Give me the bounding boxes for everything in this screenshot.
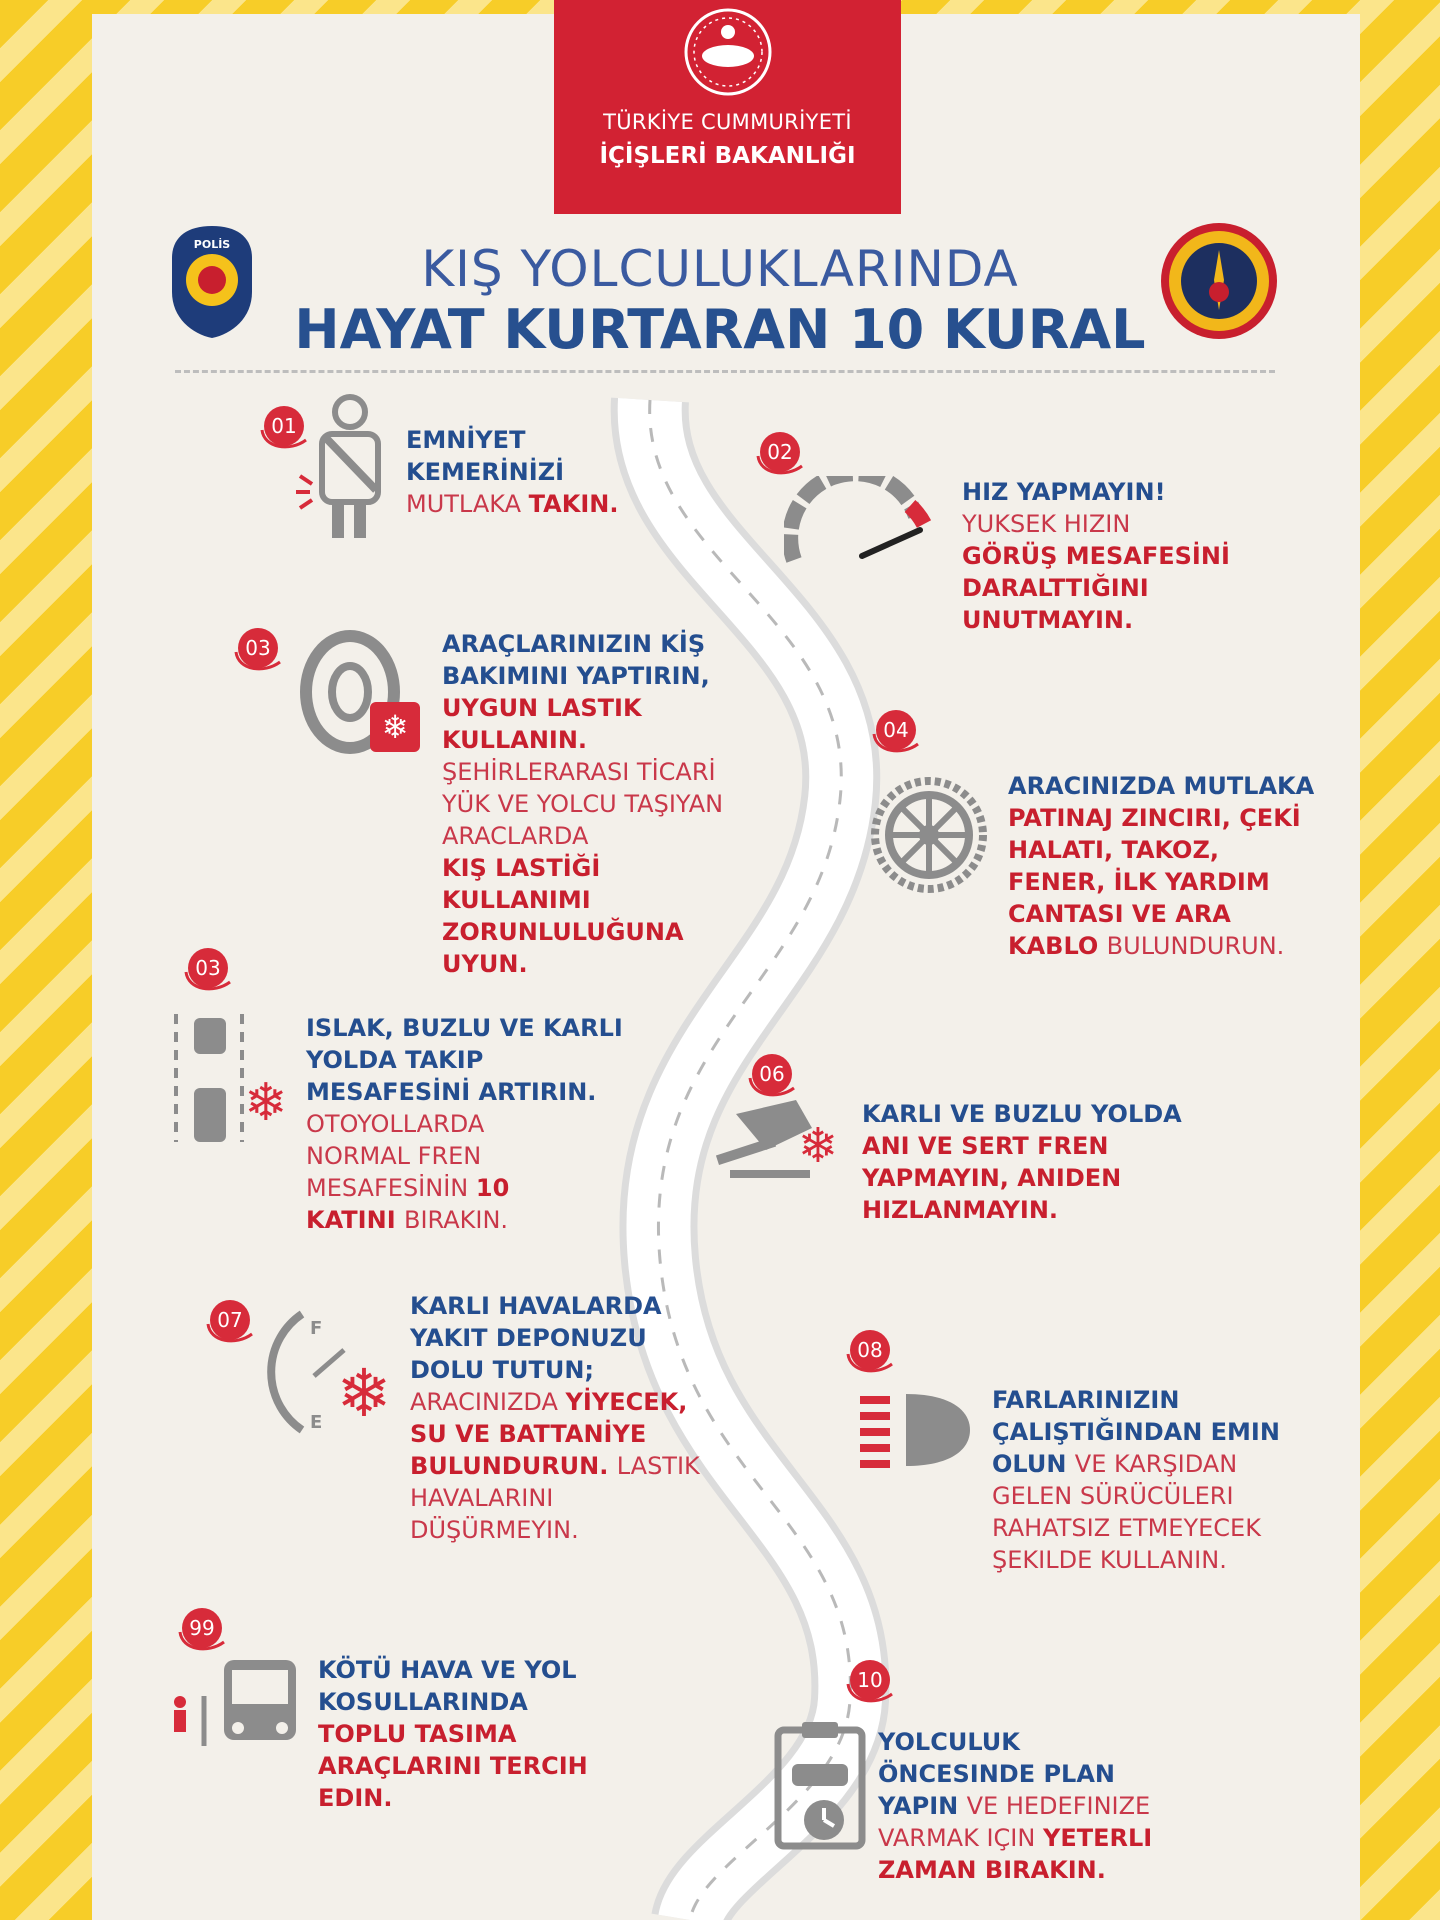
rule-text-line: [442, 852, 723, 884]
rule-text-segment: ISLAK, BUZLU VE KARLI: [306, 1014, 623, 1042]
speedometer-icon: [784, 476, 934, 566]
rule-text-segment: KOSULLARINDA: [318, 1688, 528, 1716]
rule-text-segment: ARAÇLARINI TERCIH: [318, 1752, 588, 1780]
rule-text-line: [878, 1758, 1152, 1790]
rule-text-segment: KULLANIMI: [442, 886, 591, 914]
rule-text-line: [406, 456, 618, 488]
rule-01-text: [406, 424, 618, 520]
rule-text-segment: ZAMAN BIRAKIN.: [878, 1856, 1106, 1884]
rule-text-segment: BULUNDURUN.: [410, 1452, 617, 1480]
rule-number-badge: [172, 1604, 244, 1664]
rule-text-line: [878, 1854, 1152, 1886]
rule-text-line: [306, 1172, 623, 1204]
rule-text-segment: YOLDA: [306, 1046, 406, 1074]
rule-text-segment: ŞEKILDE KULLANIN.: [992, 1546, 1227, 1574]
rule-text-segment: HIZ YAPMAYIN!: [962, 478, 1166, 506]
rule-text-line: [992, 1448, 1280, 1480]
rule-text-line: [306, 1140, 623, 1172]
rule-text-segment: LASTIK: [616, 1452, 700, 1480]
rule-text-line: [406, 488, 618, 520]
rule-text-line: [306, 1204, 623, 1236]
rule-text-line: [410, 1450, 700, 1482]
rule-text-line: [318, 1654, 588, 1686]
rule-10-text: [878, 1726, 1152, 1886]
rule-text-segment: ÇALIŞTIĞINDAN EMIN: [992, 1418, 1280, 1446]
rule-text-line: [318, 1782, 588, 1814]
rule-number-text: 01: [271, 414, 297, 438]
rule-text-line: [442, 948, 723, 980]
rule-05-text: [306, 1012, 623, 1236]
rule-text-segment: EMNİYET: [406, 426, 526, 454]
snow-chain-icon: [870, 776, 988, 894]
rule-number-text: 06: [759, 1062, 785, 1086]
header-line2: İÇİŞLERİ BAKANLIĞI: [599, 143, 856, 169]
rule-text-segment: KIŞ LASTİĞİ: [442, 854, 601, 882]
rule-text-segment: ARACINIZDA: [410, 1388, 566, 1416]
rule-text-segment: DARALTTIĞINI: [962, 574, 1149, 602]
rule-text-line: [862, 1130, 1182, 1162]
rule-text-segment: YİYECEK,: [565, 1388, 688, 1416]
rule-text-line: [410, 1482, 700, 1514]
rule-text-line: [410, 1514, 700, 1546]
rule-number-text: 03: [195, 956, 221, 980]
rule-text-segment: RAHATSIZ ETMEYECEK: [992, 1514, 1261, 1542]
headlight-icon: [860, 1390, 972, 1468]
rule-text-segment: KULLANIN.: [442, 726, 588, 754]
rule-text-segment: DÜŞÜRMEYIN.: [410, 1516, 579, 1544]
rule-text-line: [318, 1750, 588, 1782]
svg-text:❄: ❄: [244, 1073, 288, 1133]
rule-text-line: [442, 788, 723, 820]
rule-02-text: [962, 476, 1230, 636]
rule-text-segment: VE HEDEFINIZE: [966, 1792, 1151, 1820]
svg-text:F: F: [310, 1318, 323, 1339]
rule-text-line: [306, 1044, 623, 1076]
rule-text-segment: YAPMAYIN, ANIDEN: [862, 1164, 1122, 1192]
rule-text-segment: TOPLU TASIMA: [318, 1720, 517, 1748]
rule-text-line: [442, 884, 723, 916]
rule-text-segment: ARAÇLARINIZIN KİŞ: [442, 630, 706, 658]
rule-number-text: 04: [883, 718, 909, 742]
rule-text-line: [862, 1194, 1182, 1226]
rule-text-line: [1008, 866, 1314, 898]
rule-text-line: [442, 916, 723, 948]
rule-04-text: [1008, 770, 1314, 962]
rule-text-segment: BULUNDURUN.: [1106, 932, 1285, 960]
rule-text-segment: FENER, İLK YARDIM: [1008, 868, 1270, 896]
rule-text-segment: YAPIN: [878, 1792, 967, 1820]
rule-text-segment: ZORUNLULUĞUNA: [442, 918, 684, 946]
title-divider: [175, 370, 1275, 373]
rule-text-line: [862, 1162, 1182, 1194]
title-line2: HAYAT KURTARAN 10 KURAL: [294, 298, 1146, 361]
rule-text-line: [318, 1686, 588, 1718]
rule-text-segment: YÜK VE YOLCU TAŞIYAN: [442, 790, 724, 818]
rule-text-line: [442, 660, 723, 692]
svg-text:❄: ❄: [336, 1355, 392, 1432]
rule-text-line: [306, 1012, 623, 1044]
rule-text-segment: YAKIT DEPONUZU: [410, 1324, 647, 1352]
rule-text-line: [410, 1386, 700, 1418]
rule-text-line: [992, 1512, 1280, 1544]
rule-text-segment: KÖTÜ HAVA VE YOL: [318, 1656, 577, 1684]
rule-text-segment: PATINAJ ZINCIRI, ÇEKİ: [1008, 804, 1301, 832]
rule-text-segment: KEMERİNİZİ: [406, 458, 565, 486]
rule-number-text: 03: [245, 636, 271, 660]
rule-text-segment: OLUN: [992, 1450, 1075, 1478]
tire-icon: [298, 630, 426, 760]
rule-text-segment: UYGUN LASTIK: [442, 694, 642, 722]
rule-text-segment: VE KARŞIDAN: [1074, 1450, 1238, 1478]
rule-number-text: 07: [217, 1308, 243, 1332]
title-line1: KIŞ YOLCULUKLARINDA: [421, 240, 1019, 298]
rule-text-line: [410, 1418, 700, 1450]
trip-plan-icon: [774, 1720, 872, 1850]
rule-text-segment: TAKIN.: [528, 490, 619, 518]
svg-text:❄: ❄: [381, 708, 409, 746]
rule-text-segment: ANI VE SERT FREN: [862, 1132, 1109, 1160]
rule-text-segment: YETERLI: [1042, 1824, 1153, 1852]
rule-text-segment: DOLU TUTUN;: [410, 1356, 595, 1384]
rule-text-line: [442, 628, 723, 660]
ministry-header: [554, 0, 901, 214]
rule-text-line: [962, 572, 1230, 604]
rule-text-line: [306, 1108, 623, 1140]
rule-text-segment: BAKIMINI YAPTIRIN,: [442, 662, 710, 690]
svg-text:❄: ❄: [797, 1118, 839, 1174]
rule-text-line: [1008, 898, 1314, 930]
seatbelt-icon: [292, 392, 396, 542]
rule-text-segment: SU VE BATTANİYE: [410, 1420, 647, 1448]
rule-number-badge: [228, 624, 300, 684]
rule-03-text: [442, 628, 723, 980]
rule-text-segment: HIZLANMAYIN.: [862, 1196, 1059, 1224]
rule-text-segment: ÖNCESINDE PLAN: [878, 1760, 1116, 1788]
rule-text-segment: BIRAKIN.: [403, 1206, 509, 1234]
rule-text-line: [1008, 802, 1314, 834]
header-line1: TÜRKİYE CUMMURİYETİ: [603, 110, 852, 134]
rule-text-line: [878, 1822, 1152, 1854]
rule-06-text: [862, 1098, 1182, 1226]
svg-text:E: E: [310, 1412, 323, 1433]
rule-number-text: 99: [189, 1616, 215, 1640]
ministry-emblem-icon: [664, 6, 792, 98]
rule-number-badge: [866, 706, 938, 766]
rule-07-text: [410, 1290, 700, 1546]
bus-icon: [168, 1656, 298, 1748]
rule-number-badge: [840, 1326, 912, 1386]
rule-text-segment: YOLCULUK: [878, 1728, 1020, 1756]
rule-08-text: [992, 1384, 1280, 1576]
rule-text-segment: FARLARINIZIN: [992, 1386, 1180, 1414]
rule-text-line: [410, 1322, 700, 1354]
rule-text-segment: MESAFESİNİN: [306, 1174, 476, 1202]
police-badge-text: POLİS: [193, 238, 231, 251]
rule-text-segment: EDIN.: [318, 1784, 393, 1812]
rule-text-line: [406, 424, 618, 456]
rule-text-segment: UYUN.: [442, 950, 528, 978]
rule-text-segment: UNUTMAYIN.: [962, 606, 1134, 634]
rule-text-line: [1008, 930, 1314, 962]
rule-text-segment: KATINI: [306, 1206, 404, 1234]
rule-text-segment: 10: [475, 1174, 510, 1202]
rule-09-text: [318, 1654, 588, 1814]
rule-text-segment: GELEN SÜRÜCÜLERI: [992, 1482, 1234, 1510]
rule-text-segment: CANTASI VE ARA: [1008, 900, 1231, 928]
rule-text-segment: MESAFESİNİ ARTIRIN.: [306, 1078, 597, 1106]
rule-text-segment: HALATI, TAKOZ,: [1008, 836, 1219, 864]
rule-text-segment: VARMAK IÇIN: [878, 1824, 1043, 1852]
rule-text-segment: GÖRÜŞ MESAFESİNİ: [962, 542, 1230, 570]
rule-number-badge: [840, 1656, 912, 1716]
rule-text-line: [962, 476, 1230, 508]
rule-text-segment: OTOYOLLARDA: [306, 1110, 485, 1138]
rule-text-line: [442, 820, 723, 852]
rule-number-text: 08: [857, 1338, 883, 1362]
rule-number-text: 10: [857, 1668, 883, 1692]
rule-text-segment: KARLI HAVALARDA: [410, 1292, 662, 1320]
rule-text-line: [962, 508, 1230, 540]
rule-text-line: [962, 604, 1230, 636]
rule-text-line: [442, 692, 723, 724]
rule-text-line: [992, 1416, 1280, 1448]
rule-text-line: [442, 756, 723, 788]
rule-text-line: [318, 1718, 588, 1750]
following-distance-icon: [170, 1010, 290, 1146]
rule-text-segment: ARACLARDA: [442, 822, 589, 850]
rule-text-segment: KARLI VE BUZLU YOLDA: [862, 1100, 1182, 1128]
rule-text-line: [410, 1354, 700, 1386]
rule-number-badge: [178, 944, 250, 1004]
rule-text-segment: ŞEHİRLERARASI TİCARİ: [442, 758, 716, 786]
rule-text-segment: YUKSEK HIZIN: [962, 510, 1131, 538]
rule-text-line: [410, 1290, 700, 1322]
rule-text-line: [878, 1790, 1152, 1822]
rule-text-line: [306, 1076, 623, 1108]
rule-text-line: [442, 724, 723, 756]
rule-text-line: [992, 1544, 1280, 1576]
rule-text-line: [862, 1098, 1182, 1130]
rule-text-segment: KABLO: [1008, 932, 1107, 960]
rule-text-segment: TAKIP: [405, 1046, 484, 1074]
rule-text-line: [878, 1726, 1152, 1758]
rule-text-line: [992, 1480, 1280, 1512]
rule-text-segment: MUTLAKA: [406, 490, 529, 518]
brake-pedal-icon: [716, 1098, 846, 1182]
fuel-gauge-icon: [262, 1306, 402, 1436]
rule-text-line: [1008, 770, 1314, 802]
rule-text-segment: NORMAL FREN: [306, 1142, 482, 1170]
rule-text-segment: ARACINIZDA MUTLAKA: [1008, 772, 1315, 800]
rule-text-line: [1008, 834, 1314, 866]
rule-number-text: 02: [767, 440, 793, 464]
rule-text-segment: HAVALARINI: [410, 1484, 554, 1512]
rule-text-line: [992, 1384, 1280, 1416]
rule-text-line: [962, 540, 1230, 572]
